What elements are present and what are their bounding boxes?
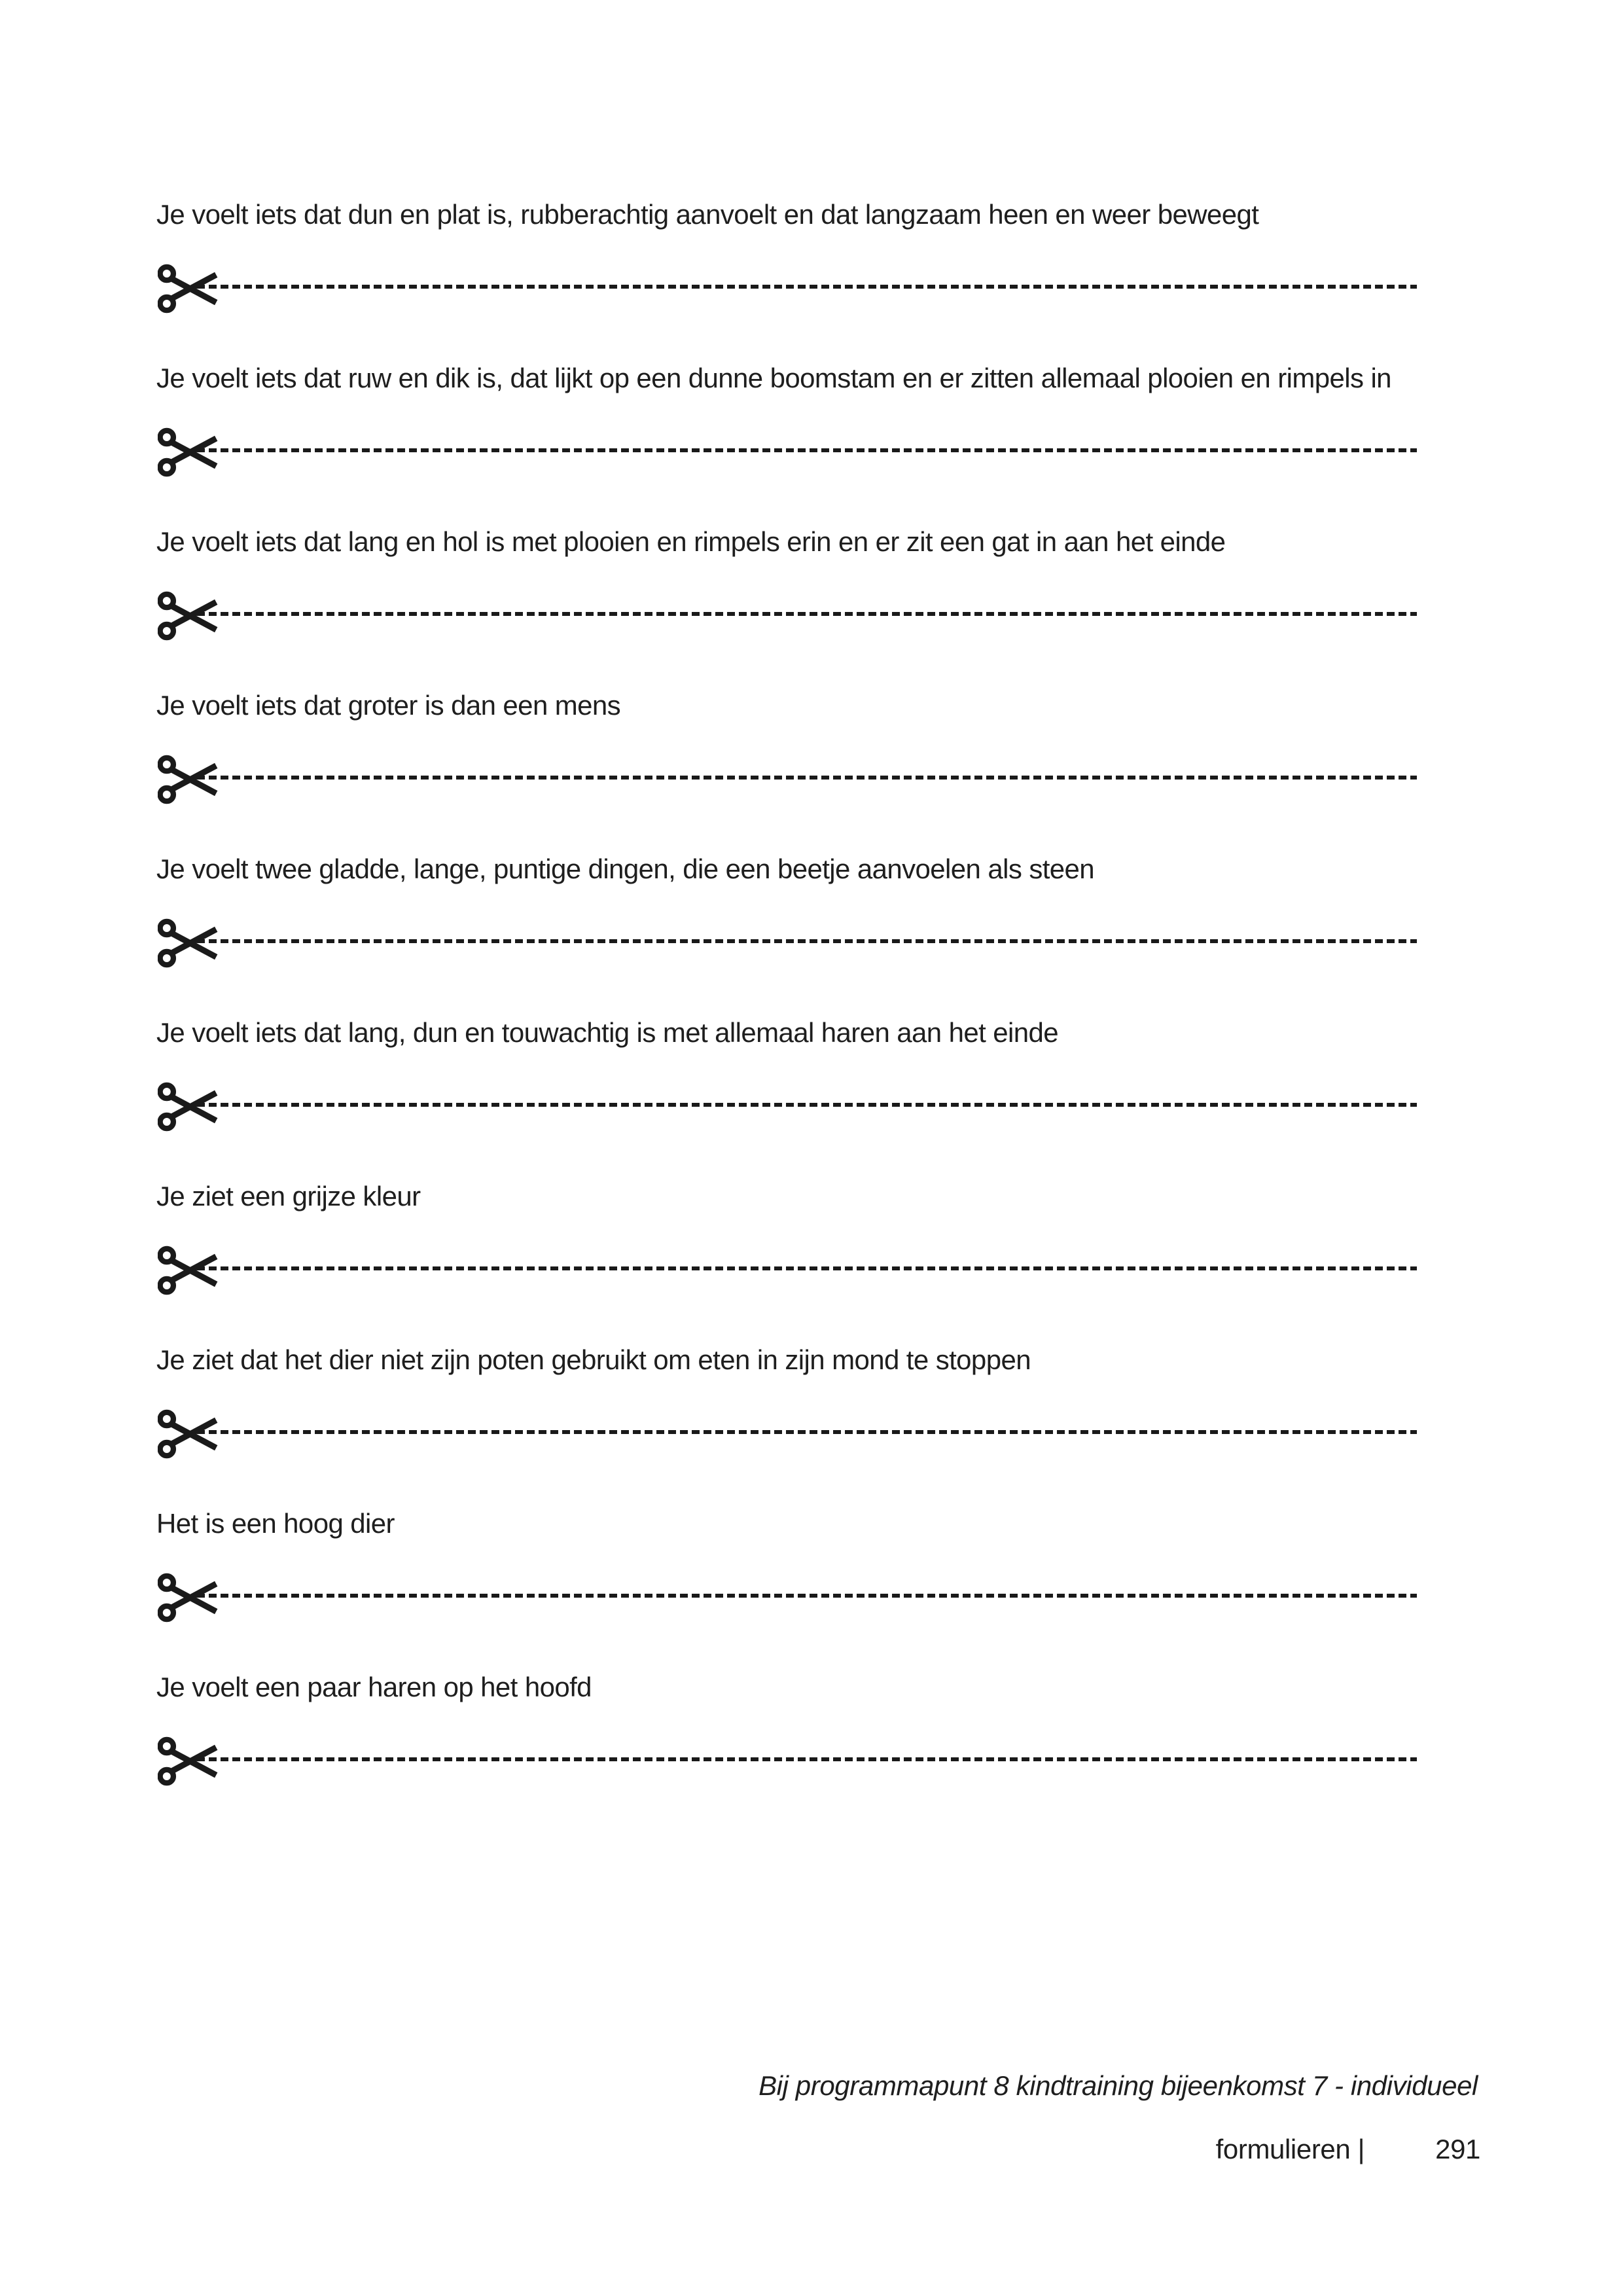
dashed-cut-line [197,1757,1417,1761]
footer-pageline [1216,2134,1480,2165]
statement-section [155,1172,1417,1335]
footer-page-number: 291 [1435,2134,1480,2164]
statement-section [155,190,1417,353]
statement-text: Je ziet dat het dier niet zijn poten gebruikt om eten in zijn mond te stoppen [156,1344,1031,1375]
statement-text: Je voelt iets dat lang en hol is met plooien en rimpels erin en er zit een gat in aan het einde [156,526,1226,557]
scissors-icon [158,590,218,641]
cut-line-row [155,1736,1417,1788]
dashed-cut-line [197,612,1417,616]
statement-section [155,1499,1417,1662]
statement-text: Het is een hoog dier [156,1508,395,1539]
cut-line-row [155,1572,1417,1624]
statement-section [155,353,1417,517]
dashed-cut-line [197,448,1417,452]
statement-text: Je voelt twee gladde, lange, puntige dingen, die een beetje aanvoelen als steen [156,853,1095,884]
cut-line-row [155,427,1417,479]
scissors-icon [158,1408,218,1460]
statement-section [155,1662,1417,1826]
cut-line-row [155,754,1417,806]
statement-section [155,1008,1417,1172]
dashed-cut-line [197,1430,1417,1434]
cut-line-row [155,263,1417,315]
scissors-icon [158,263,218,314]
scissors-icon [158,1081,218,1132]
statement-section [155,681,1417,844]
statement-text: Je voelt iets dat ruw en dik is, dat lijkt op een dunne boomstam en er zitten allemaal plooien en rimpels in [156,363,1391,393]
cut-line-row [155,1408,1417,1461]
statements-list [155,190,1417,1826]
statement-text: Je voelt een paar haren op het hoofd [156,1672,592,1702]
scissors-icon [158,754,218,805]
statement-section [155,517,1417,681]
statement-text: Je voelt iets dat lang, dun en touwachtig is met allemaal haren aan het einde [156,1017,1059,1048]
scissors-icon [158,1736,218,1787]
statement-text: Je voelt iets dat dun en plat is, rubberachtig aanvoelt en dat langzaam heen en weer beweegt [156,199,1259,230]
dashed-cut-line [197,1266,1417,1270]
scissors-icon [158,1245,218,1296]
cut-line-row [155,918,1417,970]
dashed-cut-line [197,1103,1417,1107]
dashed-cut-line [197,285,1417,289]
scissors-icon [158,1572,218,1623]
scissors-icon [158,427,218,478]
footer-section-label: formulieren | [1215,2134,1365,2164]
footer-reference-note: Bij programmapunt 8 kindtraining bijeenkomst 7 - individueel [758,2070,1478,2101]
statement-section [155,1335,1417,1499]
cut-line-row [155,1245,1417,1297]
dashed-cut-line [197,939,1417,943]
cut-line-row [155,1081,1417,1134]
cut-line-row [155,590,1417,643]
statement-text: Je ziet een grijze kleur [156,1181,421,1211]
statement-section [155,844,1417,1008]
statement-text: Je voelt iets dat groter is dan een mens [156,690,621,721]
dashed-cut-line [197,1594,1417,1598]
dashed-cut-line [197,776,1417,780]
scissors-icon [158,918,218,969]
